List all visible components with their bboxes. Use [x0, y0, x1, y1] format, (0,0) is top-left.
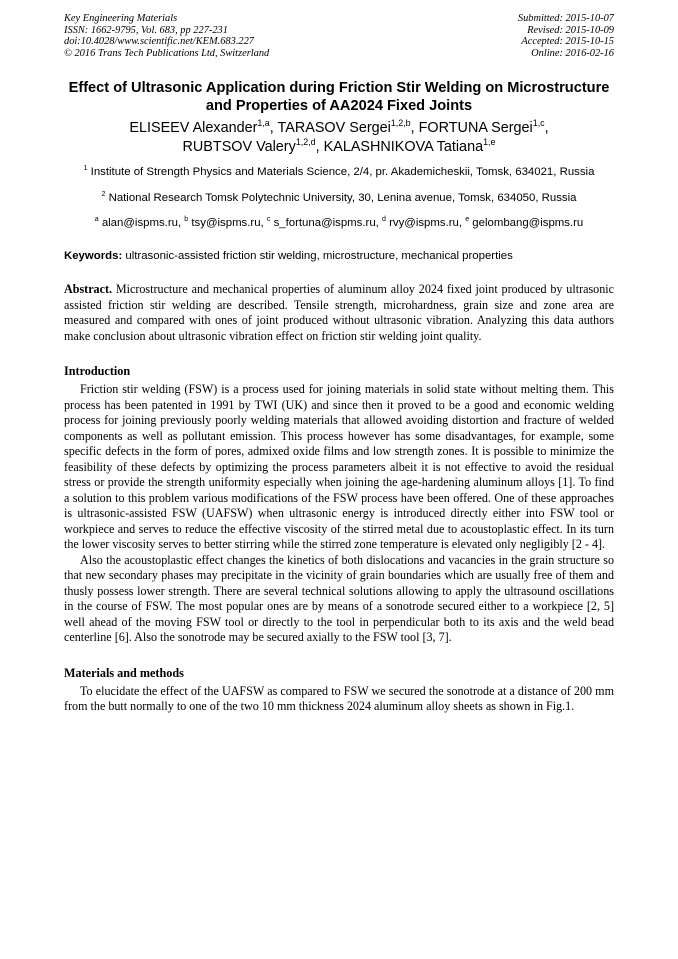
author-emails: $^a$ alan@ispms.ru, $^b$ tsy@ispms.ru, $^c$ s_fortuna@ispms.ru, $^d$ rvy@ispms.ru, $^e$ gelombang@ispms.ru — [94, 216, 584, 230]
keywords-label: Keywords: — [64, 250, 123, 263]
submitted-date: Submitted: 2015-10-07 — [517, 13, 614, 24]
abstract-label: Abstract. — [64, 282, 113, 297]
section-heading-introduction: Introduction — [64, 364, 131, 379]
email-link[interactable]: rvy@ispms.ru, — [385, 217, 466, 230]
publication-dates — [518, 13, 614, 59]
methods-paragraph: To elucidate the effect of the UAFSW as compared to FSW we secured the sonotrode at a distance of 200 mm from the butt normally to one of the two 10 mm thickness 2024 aluminum alloy sheets as shown in Fig.1. — [64, 683, 614, 714]
section-heading-methods: Materials and methods — [64, 665, 184, 680]
author: RUBTSOV Valery$^{1,2,d}$, — [182, 137, 324, 155]
author-list — [64, 119, 614, 156]
publication-info — [64, 13, 269, 59]
keywords-text: ultrasonic-assisted friction stir welding, microstructure, mechanical properties — [122, 250, 513, 263]
doi-line: doi:10.4028/www.scientific.net/KEM.683.227 — [64, 36, 254, 48]
author: FORTUNA Sergei$^{1,c}$, — [418, 118, 549, 137]
journal-header — [64, 13, 614, 59]
email-link[interactable]: s_fortuna@ispms.ru, — [270, 217, 382, 230]
affiliation-1: $^1$ Institute of Strength Physics and Materials Science, 2/4, pr. Akademicheskii, Tomsk, 634021, Russia — [83, 165, 595, 179]
revised-date: Revised: 2015-10-09 — [527, 24, 614, 36]
journal-name: Key Engineering Materials — [64, 13, 178, 24]
affiliation-2: $^2$ National Research Tomsk Polytechnic University, 30, Lenina avenue, Tomsk, 634050, Russia — [101, 191, 577, 204]
introduction-paragraph: Also the acoustoplastic effect changes the kinetics of both dislocations and vacancies in the grain structure so that new secondary phases may precipitate in the vicinity of grain boundaries which are usually free of them and thusly possess lower strength. There are several technical solutions allowing to apply the ultrasound oscillations in the course of FSW. The most popular ones are by means of a sonotrode secured either to a workpiece [2, 5] well ahead of the moving FSW tool or directly to the tool in perpendicular both to its axis and the weld bead centerline [6]. Also the sonotrode may be secured axially to the FSW tool [3, 7]. — [64, 552, 614, 645]
abstract — [64, 282, 614, 344]
issn-line: ISSN: 1662-9795, Vol. 683, pp 227-231 — [64, 24, 228, 36]
author: ELISEEV Alexander$^{1,a}$, — [129, 118, 278, 137]
introduction-paragraph: Friction stir welding (FSW) is a process used for joining materials in solid state without melting them. This process has been patented in 1991 by TWI (UK) and since then it proved to be a good and economic welding process for joining previously poorly welding materials that allowed avoiding distortion and fracture of welded components as well as pollutant emission. This process however has some disadvantages, for example, some specific defects in the form of pores, admixed oxide films and low strength zones. It is possible to minimize the feasibility of these defects by optimizing the process parameters albeit it is not effective to avoid the residual stress or provide the strength uniformity especially when joining the age-hardening aluminum alloys [1]. To find a solution to this problem various modifications of the FSW process have been offered. One of these approaches is ultrasonic-assisted FSW (UAFSW) when ultrasonic energy is introduced directly either into FSW tool or workpiece and serves to reduce the effective viscosity of the stirred metal due to acoustoplastic effect. In its turn the lower viscosity serves to better stirring while the stirred zone temperature is elevated only negligibly [2 - 4]. — [64, 382, 614, 552]
online-date: Online: 2016-02-16 — [531, 47, 614, 59]
keywords — [64, 249, 614, 264]
copyright-line: © 2016 Trans Tech Publications Ltd, Switzerland — [64, 47, 270, 59]
email-link[interactable]: alan@ispms.ru, — [98, 217, 185, 230]
email-link[interactable]: gelombang@ispms.ru — [469, 217, 584, 230]
author: KALASHNIKOVA Tatiana$^{1,e}$ — [323, 137, 496, 155]
abstract-text: Microstructure and mechanical properties of aluminum alloy 2024 fixed joint produced by ultrasonic assisted friction stir welding are described. Tensile strength, microhardness, grain size and zone area are measured and compared with ones of joint produced without ultrasonic vibration. Analyzing this data authors make conclusion about ultrasonic vibration effect on friction stir welding joint quality. — [64, 282, 614, 343]
email-link[interactable]: tsy@ispms.ru, — [188, 217, 267, 230]
accepted-date: Accepted: 2015-10-15 — [521, 36, 614, 48]
author: TARASOV Sergei$^{1,2,b}$, — [277, 118, 419, 137]
paper-title: Effect of Ultrasonic Application during Friction Stir Welding on Microstructure and Properties of AA2024 Fixed Joints — [68, 80, 610, 115]
